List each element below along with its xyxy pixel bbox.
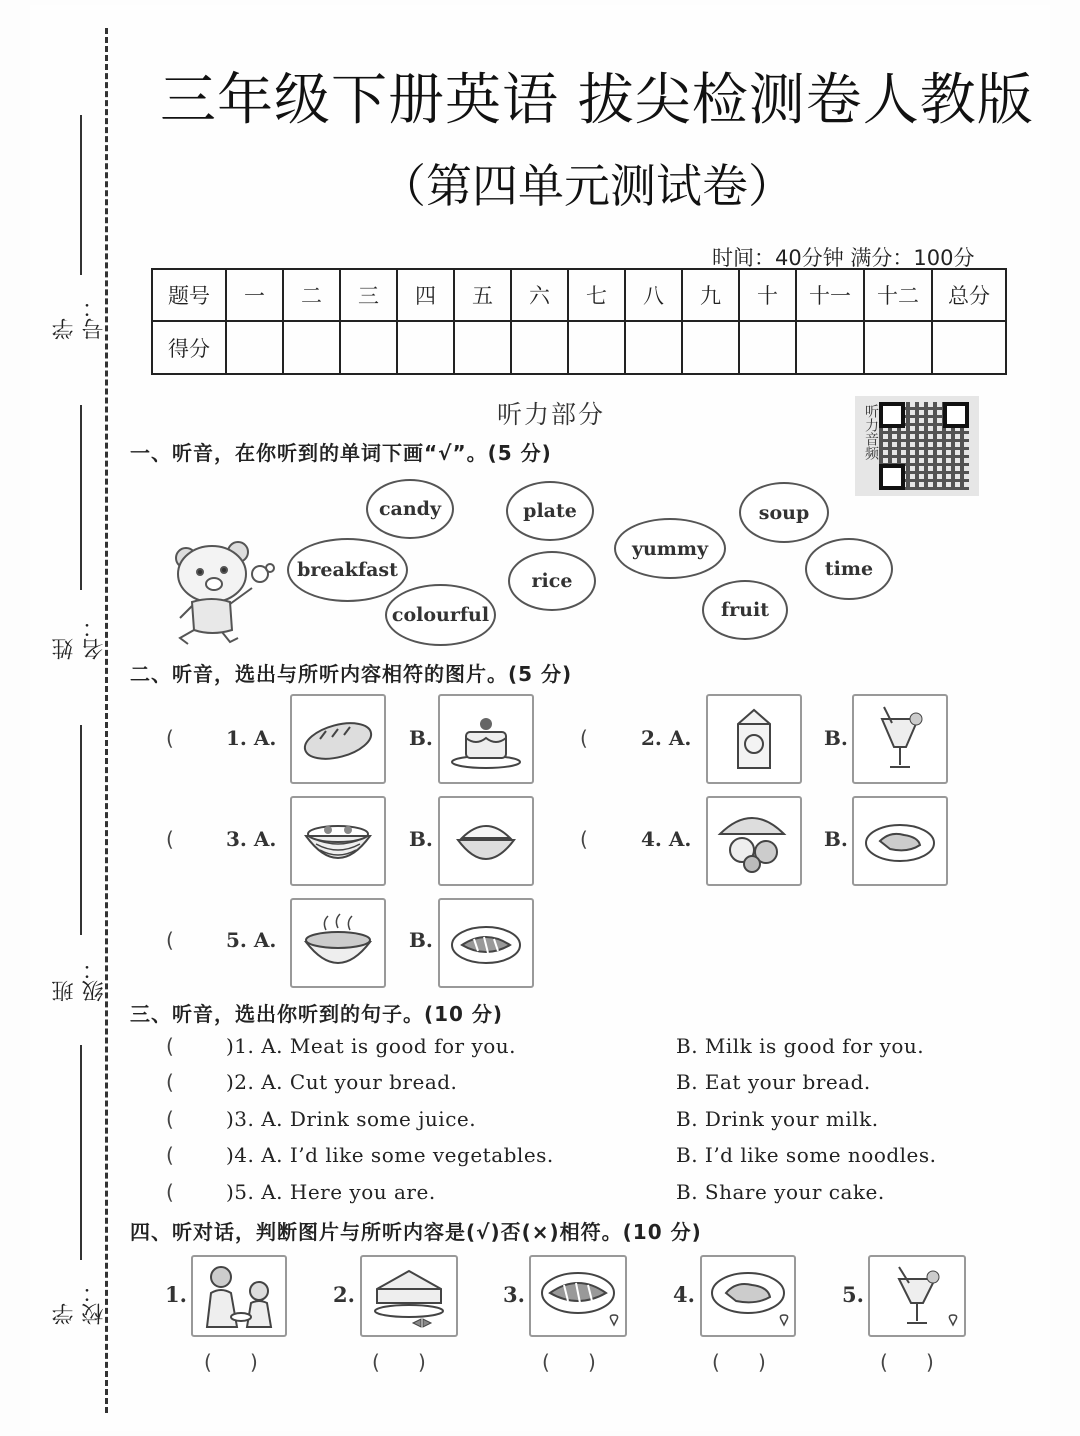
score-cell[interactable] xyxy=(511,321,568,374)
sentence-option-a: )5. A. Here you are. xyxy=(226,1180,436,1204)
qr-corner-icon xyxy=(879,402,905,428)
judge-answer-paren[interactable]: ( ) xyxy=(542,1350,596,1374)
answer-paren[interactable]: ( xyxy=(580,827,588,851)
cake-candy-icon xyxy=(367,1261,451,1331)
score-header-cell: 十一 xyxy=(796,269,864,321)
score-table xyxy=(151,268,1007,375)
option-picture[interactable] xyxy=(290,796,386,886)
noodles-bowl-icon xyxy=(298,808,378,874)
score-row-label: 得分 xyxy=(152,321,226,374)
question-number: 4. A. xyxy=(641,827,692,851)
sentence-option-b: B. Milk is good for you. xyxy=(676,1034,925,1058)
answer-paren[interactable]: ( xyxy=(166,726,174,750)
judge-answer-paren[interactable]: ( ) xyxy=(712,1350,766,1374)
section-4-title: 四、听对话，判断图片与所听内容是(√)否(×)相符。(10 分) xyxy=(130,1220,702,1244)
qr-corner-icon xyxy=(879,464,905,490)
option-picture[interactable] xyxy=(852,796,948,886)
class-line xyxy=(80,725,82,935)
answer-paren[interactable]: ( xyxy=(166,1034,174,1058)
sentence-option-b: B. Eat your bread. xyxy=(676,1070,871,1094)
option-picture[interactable] xyxy=(706,694,802,784)
score-cell[interactable] xyxy=(454,321,511,374)
score-header-cell: 七 xyxy=(568,269,625,321)
score-header-cell: 九 xyxy=(682,269,739,321)
option-picture[interactable] xyxy=(290,694,386,784)
score-cell[interactable] xyxy=(739,321,796,374)
sentence-option-a: )2. A. Cut your bread. xyxy=(226,1070,458,1094)
section-2-title: 二、听音，选出与所听内容相符的图片。(5 分) xyxy=(130,662,573,686)
word-bubble-colourful[interactable]: colourful xyxy=(385,584,496,646)
score-header-cell: 六 xyxy=(511,269,568,321)
qr-code-block[interactable] xyxy=(855,396,979,496)
option-picture[interactable] xyxy=(438,898,534,988)
cake-icon xyxy=(446,706,526,772)
time-info: 时间：40分钟 满分：100分 xyxy=(712,246,975,270)
score-cell[interactable] xyxy=(283,321,340,374)
answer-paren[interactable]: ( xyxy=(166,928,174,952)
score-header-cell: 三 xyxy=(340,269,397,321)
bread-icon xyxy=(298,709,378,769)
score-header-cell: 十 xyxy=(739,269,796,321)
soup-bowl-icon xyxy=(298,908,378,978)
question-number: 5. A. xyxy=(226,928,277,952)
score-cell[interactable] xyxy=(796,321,864,374)
score-header-cell: 八 xyxy=(625,269,682,321)
judge-answer-paren[interactable]: ( ) xyxy=(372,1350,426,1374)
score-cell[interactable] xyxy=(226,321,283,374)
school-line xyxy=(80,1045,82,1260)
word-bubble-time[interactable]: time xyxy=(805,538,893,600)
answer-paren[interactable]: ( xyxy=(166,827,174,851)
judge-answer-paren[interactable]: ( ) xyxy=(880,1350,934,1374)
meat-plate-icon xyxy=(860,811,940,871)
answer-paren[interactable]: ( xyxy=(166,1143,174,1167)
rice-bowl-icon xyxy=(446,808,526,874)
word-bubble-soup[interactable]: soup xyxy=(739,482,829,543)
option-b-label: B. xyxy=(409,726,433,750)
qr-corner-icon xyxy=(943,402,969,428)
score-cell[interactable] xyxy=(340,321,397,374)
word-bubble-fruit[interactable]: fruit xyxy=(702,580,788,640)
score-cell[interactable] xyxy=(568,321,625,374)
option-picture[interactable] xyxy=(438,796,534,886)
school-label: 学校： xyxy=(52,1281,107,1325)
score-cell[interactable] xyxy=(682,321,739,374)
score-header-cell: 二 xyxy=(283,269,340,321)
fish-plate-icon xyxy=(446,915,526,971)
judge-picture xyxy=(700,1255,796,1337)
word-bubble-rice[interactable]: rice xyxy=(508,551,596,611)
answer-paren[interactable]: ( xyxy=(166,1070,174,1094)
judge-answer-paren[interactable]: ( ) xyxy=(204,1350,258,1374)
page-subtitle: （第四单元测试卷） xyxy=(380,159,794,213)
question-number: 2. A. xyxy=(641,726,692,750)
judge-picture xyxy=(529,1255,627,1337)
page-title: 三年级下册英语 拔尖检测卷人教版 xyxy=(160,68,1034,133)
score-header-cell: 总分 xyxy=(932,269,1006,321)
score-cell[interactable] xyxy=(397,321,454,374)
judge-picture xyxy=(868,1255,966,1337)
name-line xyxy=(80,405,82,590)
option-b-label: B. xyxy=(409,827,433,851)
qr-label: 听力音频 xyxy=(863,404,879,460)
answer-paren[interactable]: ( xyxy=(580,726,588,750)
option-picture[interactable] xyxy=(706,796,802,886)
sentence-option-a: )3. A. Drink some juice. xyxy=(226,1107,477,1131)
milk-carton-icon xyxy=(724,704,784,774)
question-number: 3. A. xyxy=(226,827,277,851)
score-header-cell: 题号 xyxy=(152,269,226,321)
sentence-option-a: )1. A. Meat is good for you. xyxy=(226,1034,517,1058)
word-bubble-plate[interactable]: plate xyxy=(506,481,594,541)
question-number: 2. xyxy=(333,1282,355,1307)
sentence-option-b: B. Drink your milk. xyxy=(676,1107,879,1131)
fruit-icon xyxy=(712,806,796,876)
section-1-title: 一、听音，在你听到的单词下画“√”。(5 分) xyxy=(130,441,552,465)
bear-icon xyxy=(168,538,278,646)
name-label: 姓名： xyxy=(52,616,107,660)
score-cell[interactable] xyxy=(932,321,1006,374)
juice-glass-icon xyxy=(870,703,930,775)
word-bubble-candy[interactable]: candy xyxy=(366,479,454,539)
option-picture[interactable] xyxy=(852,694,948,784)
meat-plate-icon xyxy=(706,1261,790,1331)
student-id-label: 学号： xyxy=(52,296,107,340)
answer-paren[interactable]: ( xyxy=(166,1107,174,1131)
option-picture[interactable] xyxy=(438,694,534,784)
sentence-option-b: B. I’d like some noodles. xyxy=(676,1143,937,1167)
juice-glass-icon xyxy=(875,1261,959,1331)
question-number: 3. xyxy=(503,1282,525,1307)
student-id-line xyxy=(80,115,82,275)
mother-child-icon xyxy=(197,1261,281,1331)
question-number: 1. xyxy=(165,1282,187,1307)
question-number: 5. xyxy=(842,1282,864,1307)
answer-paren[interactable]: ( xyxy=(166,1180,174,1204)
binding-dashed-line xyxy=(105,28,108,1413)
option-picture[interactable] xyxy=(290,898,386,988)
class-label: 班级： xyxy=(52,958,107,1002)
score-header-cell: 一 xyxy=(226,269,283,321)
word-bubble-yummy[interactable]: yummy xyxy=(614,518,726,579)
judge-picture xyxy=(360,1255,458,1337)
sentence-option-b: B. Share your cake. xyxy=(676,1180,885,1204)
word-bubble-breakfast[interactable]: breakfast xyxy=(287,538,408,602)
score-cell[interactable] xyxy=(864,321,932,374)
option-b-label: B. xyxy=(824,827,848,851)
option-b-label: B. xyxy=(409,928,433,952)
judge-picture xyxy=(191,1255,287,1337)
sentence-option-a: )4. A. I’d like some vegetables. xyxy=(226,1143,554,1167)
fish-plate-icon xyxy=(536,1261,620,1331)
score-header-cell: 四 xyxy=(397,269,454,321)
question-number: 4. xyxy=(673,1282,695,1307)
section-3-title: 三、听音，选出你听到的句子。(10 分) xyxy=(130,1002,504,1026)
option-b-label: B. xyxy=(824,726,848,750)
listening-section-title: 听力部分 xyxy=(497,400,606,429)
score-header-cell: 十二 xyxy=(864,269,932,321)
question-number: 1. A. xyxy=(226,726,277,750)
score-header-cell: 五 xyxy=(454,269,511,321)
score-cell[interactable] xyxy=(625,321,682,374)
